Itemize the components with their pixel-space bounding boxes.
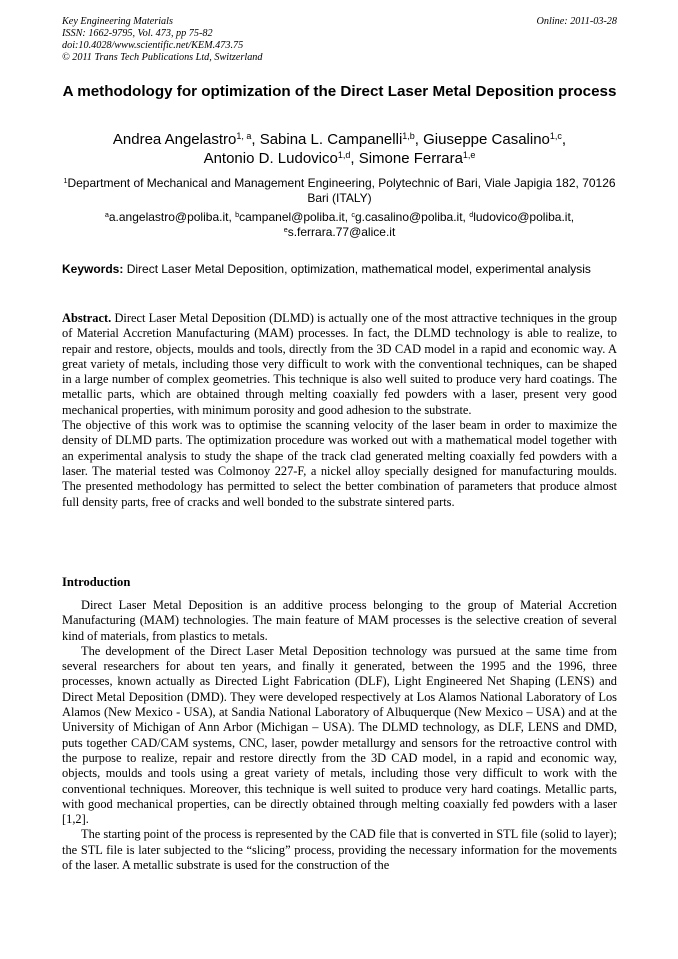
- section-heading-introduction: Introduction: [62, 575, 131, 589]
- email-separator: ,: [462, 210, 470, 224]
- body-paragraph: The starting point of the process is represented by the CAD file that is converted in STL file (solid to layer); the STL file is later subjected to the “slicing” process, providing the necessary information for the movements of the laser. A metallic substrate is used for the construction of the: [62, 827, 617, 873]
- paper-title: A methodology for optimization of the Direct Laser Metal Deposition process: [62, 83, 617, 100]
- email-mark: b: [235, 210, 240, 220]
- abstract-paragraph: [62, 311, 617, 418]
- email-mark: e: [283, 225, 288, 235]
- email-address: s.ferrara.77@alice.it: [287, 225, 396, 239]
- email-entry: [235, 210, 351, 224]
- author-name: Simone Ferrara: [358, 150, 463, 167]
- email-address: a.angelastro@poliba.it: [108, 210, 229, 224]
- body-paragraph: Direct Laser Metal Deposition is an additive process belonging to the group of Material Accretion Manufacturing (MAM) technologies. The main feature of MAM processes is the selective creation of several kind of materials, from plastics to metals.: [62, 598, 617, 643]
- issn-line: ISSN: 1662-9795, Vol. 473, pp 75-82: [62, 28, 213, 39]
- email-mark: c: [351, 210, 355, 220]
- affiliation: [62, 176, 617, 206]
- journal-header: [62, 16, 617, 64]
- author: [113, 131, 260, 148]
- author-name: Sabina L. Campanelli: [259, 131, 403, 148]
- author-affiliation-mark: 1,c: [549, 131, 562, 142]
- journal-name: Key Engineering Materials: [62, 16, 173, 27]
- author-separator: ,: [350, 150, 359, 167]
- email-entry: [105, 210, 235, 224]
- email-separator: ,: [344, 210, 352, 224]
- email-entry: [284, 225, 396, 239]
- author: [359, 150, 476, 167]
- copyright-line: © 2011 Trans Tech Publications Ltd, Switzerland: [62, 52, 263, 63]
- author-name: Andrea Angelastro: [112, 131, 237, 148]
- author-affiliation-mark: 1,d: [337, 150, 351, 161]
- email-separator: ,: [570, 210, 575, 224]
- author: [423, 131, 566, 148]
- author-affiliation-mark: 1,e: [462, 150, 476, 161]
- author-separator: ,: [414, 131, 424, 148]
- author-separator: ,: [561, 131, 567, 148]
- keywords-label: Keywords:: [62, 262, 124, 276]
- email-mark: d: [469, 210, 474, 220]
- abstract-paragraph: The objective of this work was to optimise the scanning velocity of the laser beam in order to maximize the density of DLMD parts. The optimization procedure was worked out with a mathematical model together with an experimental analysis to study the shape of the track clad generated melting coaxially fed powders with a laser. The material tested was Colmonoy 227-F, a nickel alloy specially designed for manufacturing moulds. The presented methodology has permitted to select the better combination of parameters that produce almost full density parts, free of cracks and well bonded to the substrate sintered parts.: [62, 418, 617, 509]
- author-affiliation-mark: 1,b: [402, 131, 415, 142]
- author: [204, 150, 359, 167]
- doi-line: doi:10.4028/www.scientific.net/KEM.473.75: [62, 40, 244, 51]
- author-list: [62, 130, 617, 168]
- email-separator: ,: [228, 210, 236, 224]
- keywords: [62, 262, 617, 277]
- affiliation-text: Department of Mechanical and Management Engineering, Polytechnic of Bari, Viale Japigia 182, 70126 Bari (ITALY): [67, 176, 616, 205]
- email-entry: [469, 210, 574, 224]
- author-separator: ,: [251, 131, 260, 148]
- abstract: [62, 311, 617, 510]
- email-address: g.casalino@poliba.it: [354, 210, 463, 224]
- online-date: Online: 2011-03-28: [536, 16, 617, 27]
- author-name: Giuseppe Casalino: [423, 131, 550, 148]
- keywords-text: Direct Laser Metal Deposition, optimization, mathematical model, experimental analysis: [126, 262, 591, 276]
- affiliation-mark: 1: [63, 176, 68, 186]
- body-paragraph: The development of the Direct Laser Metal Deposition technology was pursued at the same time from several researchers for about ten years, and finally it generated, between the 1995 and the 1996, three processes, known actually as Directed Light Fabrication (DLF), Light Engineered Net Shaping (LENS) and Direct Metal Deposition (DMD). They were developed respectively at Los Alamos National Laboratory of Los Alamos (New Mexico - USA), at Sandia National Laboratory of Albuquerque (New Mexico – USA) and at the University of Michigan of Ann Arbor (Michigan – USA). The DLMD technology, as DLF, LENS and DMD, puts together CAD/CAM systems, CNC, laser, powder metallurgy and sensors for the retroactive control with the purpose to realize, repair and restore directly from the 3D CAD model, in a rapid and economic way, objects, moulds and tools using a great variety of metals, including those very difficult to work with the conventional techniques. Moreover, this technique is well suited to produce very hard coatings. Metallic parts, with good mechanical properties, can be directly obtained through melting coaxially fed powders with a laser [1,2].: [62, 643, 617, 827]
- email-address: campanel@poliba.it: [239, 210, 345, 224]
- author: [260, 131, 423, 148]
- abstract-text: Direct Laser Metal Deposition (DLMD) is actually one of the most attractive techniques in the group of Material Accretion Manufacturing (MAM) processes. In fact, the DLMD technology is able to realize, to repair and restore, objects, moulds and tools, directly from the 3D CAD model in a rapid and economic way. A great variety of metals, including those very difficult to work with the conventional techniques, can be shaped in a large number of complex geometries. This technique is also well suited to produce very hard coatings. The metallic parts, which are obtained through melting coaxially fed powders with a laser, present very good mechanical properties, with minimum porosity and good adhesion to the substrate.: [62, 311, 617, 417]
- email-address: ludovico@poliba.it: [473, 210, 571, 224]
- author-name: Antonio D. Ludovico: [203, 150, 338, 167]
- author-affiliation-mark: 1, a: [236, 131, 252, 142]
- introduction-body: [62, 598, 617, 873]
- email-mark: a: [104, 210, 109, 220]
- abstract-label: Abstract.: [62, 311, 112, 325]
- email-list: [62, 210, 617, 240]
- email-entry: [351, 210, 469, 224]
